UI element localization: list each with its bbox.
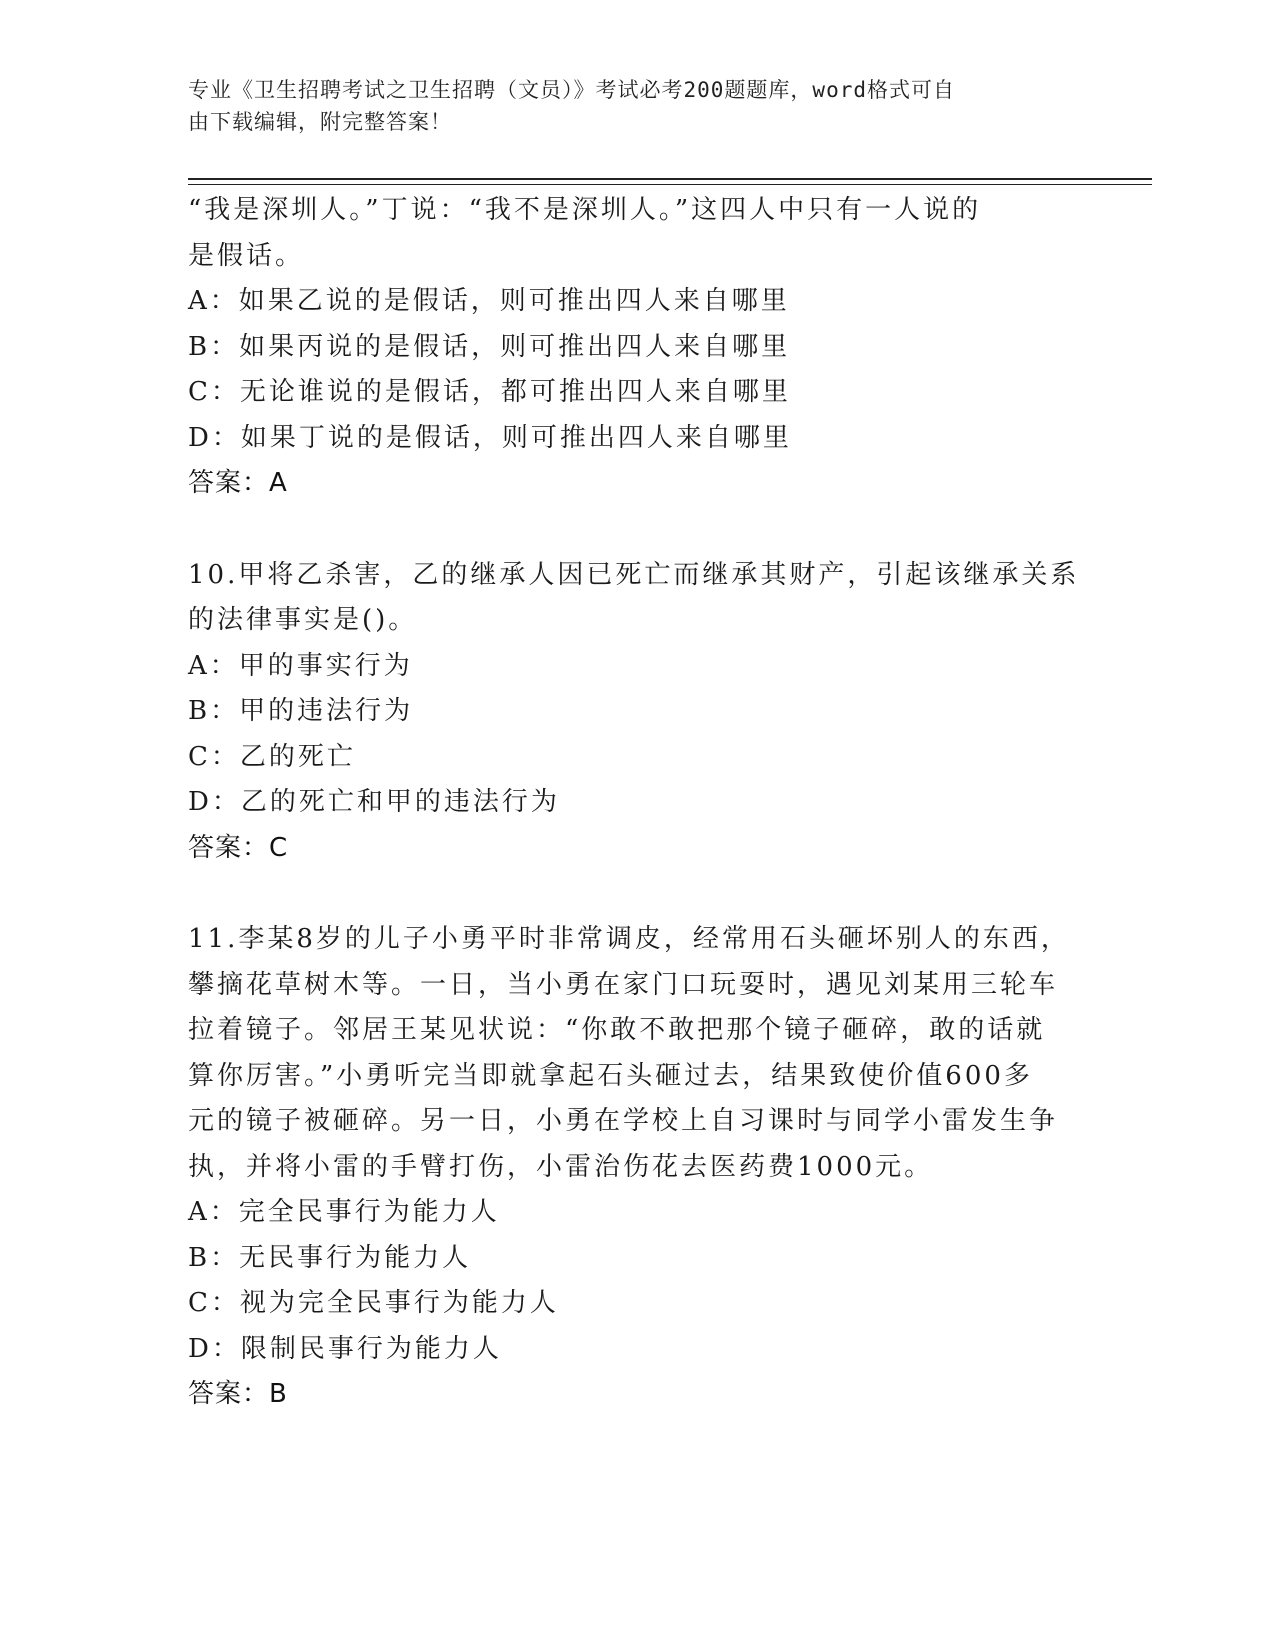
question-list [188,188,1088,1418]
question-stem-line: 是假话。 [188,240,305,271]
header-divider-thin [188,184,1152,185]
option-a: A：甲的事实行为 [188,650,413,681]
header-divider-thick [188,178,1152,180]
option-a: A：完全民事行为能力人 [188,1197,500,1227]
option-b: B：甲的违法行为 [188,696,414,726]
question-stem-line: 元的镜子被砸碎。另一日，小勇在学校上自习课时与同学小雷发生争 [188,1106,1059,1136]
header-line-2: 由下载编辑，附完整答案！ [188,110,452,134]
question-stem-line: 拉着镜子。邻居王某见状说：“你敢不敢把那个镜子砸碎，敢的话就 [188,1015,1046,1045]
question-11 [188,917,1088,1418]
option-d: D：限制民事行为能力人 [188,1333,502,1364]
question-stem-line: 执，并将小雷的手臂打伤，小雷治伤花去医药费1000元。 [188,1151,934,1182]
question-stem-line: 算你厉害。”小勇听完当即就拿起石头砸过去，结果致使价值600多 [188,1060,1033,1091]
answer-line: 答案：B [188,1379,288,1409]
question-spacer [188,507,1088,553]
question-stem-line: 10.甲将乙杀害，乙的继承人因已死亡而继承其财产，引起该继承关系 [188,559,1080,590]
option-d: D：乙的死亡和甲的违法行为 [188,787,560,817]
question-stem-line: 攀摘花草树木等。一日，当小勇在家门口玩耍时，遇见刘某用三轮车 [188,969,1059,1000]
question-10 [188,553,1088,872]
question-stem-line: 11.李某8岁的儿子小勇平时非常调皮，经常用石头砸坏别人的东西， [188,924,1070,954]
option-c: C：乙的死亡 [188,741,356,772]
option-d: D：如果丁说的是假话，则可推出四人来自哪里 [188,422,792,453]
question-stem-line: “我是深圳人。”丁说：“我不是深圳人。”这四人中只有一人说的 [188,195,982,225]
question-spacer [188,871,1088,917]
option-c: C：视为完全民事行为能力人 [188,1288,559,1318]
document-header [188,74,1068,138]
question-stem-line: 的法律事实是()。 [188,605,418,635]
question-9 [188,188,1088,507]
header-line-1: 专业《卫生招聘考试之卫生招聘（文员）》考试必考200题题库，word格式可自 [188,78,955,102]
option-c: C：无论谁说的是假话，都可推出四人来自哪里 [188,377,791,407]
answer-line: 答案：C [188,832,289,863]
option-b: B：无民事行为能力人 [188,1242,472,1273]
option-a: A：如果乙说的是假话，则可推出四人来自哪里 [188,286,790,316]
option-b: B：如果丙说的是假话，则可推出四人来自哪里 [188,331,791,362]
answer-line: 答案：A [188,468,288,498]
